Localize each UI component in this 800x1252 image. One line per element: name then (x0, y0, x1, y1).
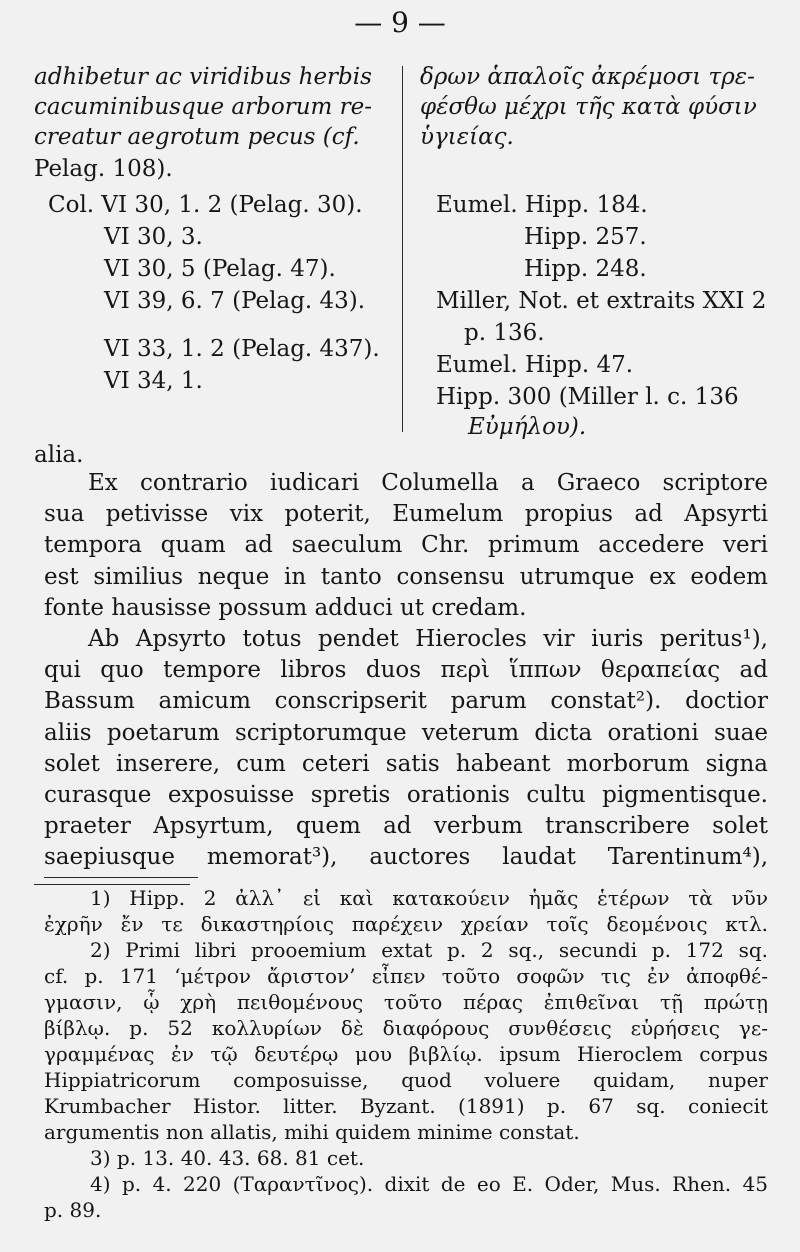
body-line: sua petivisse vix poterit, Eumelum propius ad Apsyrti (44, 501, 768, 528)
page-number: — 9 — (354, 6, 446, 39)
body-line: solet inserere, cum ceteri satis habeant morborum signa (44, 750, 768, 777)
right-column-line: Eumel. Hipp. 184. (436, 192, 648, 218)
footnote-line: βίβλῳ. p. 52 κολλυρίων δὲ διαφόρους συνθέσεις εὑρήσεις γε- (44, 1016, 768, 1040)
footnote-line: Hippiatricorum composuisse, quod voluere quidam, nuper (44, 1068, 768, 1092)
left-column-line: VI 33, 1. 2 (Pelag. 437). (104, 336, 380, 362)
body-line: tempora quam ad saeculum Chr. primum accedere veri (44, 532, 768, 559)
body-line: saepiusque memorat³), auctores laudat Tarentinum⁴), (44, 844, 768, 871)
alia-label: alia. (34, 442, 84, 468)
right-column-line: Hipp. 257. (524, 224, 647, 250)
right-column-line: Hipp. 300 (Miller l. c. 136 (436, 384, 739, 410)
left-column-line: VI 30, 3. (104, 224, 203, 250)
body-line: praeter Apsyrtum, quem ad verbum transcribere solet (44, 813, 768, 840)
footnote-line: 1) Hipp. 2 ἀλλ᾽ εἰ καὶ κατακούειν ἡμᾶς ἑτέρων τὰ νῦν (90, 886, 768, 910)
body-line: est similius neque in tanto consensu utrumque ex eodem (44, 563, 768, 590)
left-column-line: VI 34, 1. (104, 368, 203, 394)
body-line: Bassum amicum conscripserit parum constat²). doctior (44, 688, 768, 715)
footnote-line: γμασιν, ᾧ χρὴ πειθομένους τοῦτο πέρας ἐπιθεῖναι τῇ πρώτῃ (44, 990, 768, 1014)
left-column-line: cacuminibusque arborum re- (34, 94, 373, 120)
footnote-line: γραμμένας ἐν τῷ δευτέρῳ μου βιβλίῳ. ipsum Hieroclem corpus (44, 1042, 768, 1066)
left-column-line: VI 30, 5 (Pelag. 47). (104, 256, 336, 282)
underline-mark (44, 877, 198, 878)
footnote-line: Krumbacher Histor. litter. Byzant. (1891) p. 67 sq. coniecit (44, 1094, 768, 1118)
footnote-line: 2) Primi libri prooemium extat p. 2 sq., secundi p. 172 sq. (90, 938, 768, 962)
body-line: curasque exposuisse spretis orationis cultu pigmentisque. (44, 782, 768, 808)
right-column-line: δρων ἁπαλοῖς ἀκρέμοσι τρε- (420, 64, 755, 90)
footnote-line: 3) p. 13. 40. 43. 68. 81 cet. (90, 1146, 365, 1170)
right-column-line: Εὐμήλου). (468, 414, 587, 440)
right-column-line: Eumel. Hipp. 47. (436, 352, 634, 378)
footnote-line: 4) p. 4. 220 (Ταραντῖνος). dixit de eo E. Oder, Mus. Rhen. 45 (90, 1172, 768, 1196)
right-column-line: φέσθω μέχρι τῆς κατὰ φύσιν (420, 94, 757, 120)
left-column-line: VI 39, 6. 7 (Pelag. 43). (104, 288, 366, 314)
left-column-line: adhibetur ac viridibus herbis (34, 64, 372, 90)
left-column-line: Col. VI 30, 1. 2 (Pelag. 30). (48, 192, 363, 218)
body-line: Ab Apsyrto totus pendet Hierocles vir iuris peritus¹), (88, 626, 768, 652)
footnote-line: cf. p. 171 ‘μέτρον ἄριστον’ εἶπεν τοῦτο σοφῶν τις ἐν ἀποφθέ- (44, 964, 768, 988)
column-divider (402, 66, 403, 432)
body-line: qui quo tempore libros duos περὶ ἵππων θεραπείας ad (44, 657, 768, 684)
right-column-line: Miller, Not. et extraits XXI 2 (436, 288, 767, 314)
left-column-line: Pelag. 108). (34, 156, 173, 182)
footnote-line: p. 89. (44, 1198, 102, 1222)
body-line: Ex contrario iudicari Columella a Graeco scriptore (88, 470, 768, 496)
body-line: aliis poetarum scriptorumque veterum dicta orationi suae (44, 719, 768, 746)
right-column-line: ὑγιείας. (420, 124, 514, 150)
footnote-rule (34, 884, 190, 885)
right-column-line: Hipp. 248. (524, 256, 647, 282)
right-column-line: p. 136. (464, 320, 545, 346)
left-column-line: creatur aegrotum pecus (cf. (34, 124, 360, 150)
footnote-line: argumentis non allatis, mihi quidem minime constat. (44, 1120, 580, 1144)
body-line: fonte hausisse possum adduci ut credam. (44, 594, 527, 621)
footnote-line: ἐχρῆν ἔν τε δικαστηρίοις παρέχειν χρείαν τοῖς δεομένοις κτλ. (44, 912, 768, 936)
